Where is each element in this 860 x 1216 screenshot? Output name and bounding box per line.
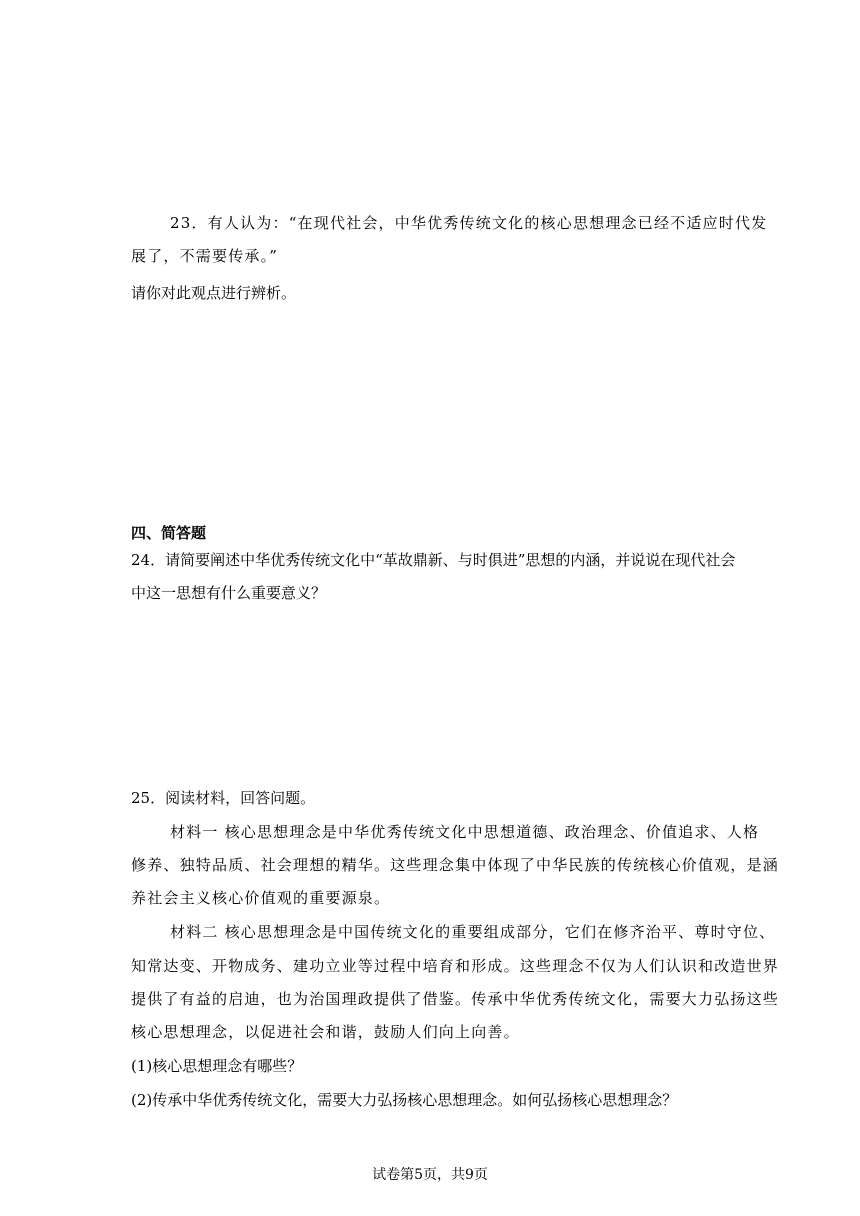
material-1-line-2: 修养、独特品质、社会理想的精华。这些理念集中体现了中华民族的传统核心价值观，是涵 [131, 856, 780, 874]
q24-line-1: 24．请简要阐述中华优秀传统文化中“革故鼎新、与时俱进”思想的内涵，并说说在现代社会 [131, 551, 736, 569]
material-2-line-3: 提供了有益的启迪，也为治国理政提供了借鉴。传承中华优秀传统文化，需要大力弘扬这些 [131, 990, 780, 1008]
section-heading: 四、简答题 [131, 524, 207, 542]
page-footer: 试卷第5页，共9页 [372, 1167, 488, 1183]
material-2-line-1: 材料二 核心思想理念是中国传统文化的重要组成部分，它们在修齐治平、尊时守位、 [170, 923, 776, 941]
sub-question-2: (2)传承中华优秀传统文化，需要大力弘扬核心思想理念。如何弘扬核心思想理念？ [131, 1091, 678, 1109]
material-2-line-2: 知常达变、开物成务、建功立业等过程中培育和形成。这些理念不仅为人们认识和改造世界 [131, 957, 780, 975]
q24-line-2: 中这一思想有什么重要意义？ [131, 584, 327, 602]
q23-line-1: 23．有人认为：“在现代社会，中华优秀传统文化的核心思想理念已经不适应时代发 [170, 214, 768, 232]
q23-line-2: 展了，不需要传承。” [131, 247, 279, 265]
q25-intro: 25．阅读材料，回答问题。 [131, 789, 316, 807]
material-1-line-1: 材料一 核心思想理念是中华优秀传统文化中思想道德、政治理念、价值追求、人格 [170, 823, 760, 841]
sub-question-1: (1)核心思想理念有哪些？ [131, 1057, 303, 1075]
material-1-line-3: 养社会主义核心价值观的重要源泉。 [131, 889, 391, 907]
material-2-line-4: 核心思想理念，以促进社会和谐，鼓励人们向上向善。 [131, 1023, 520, 1041]
q23-line-3: 请你对此观点进行辨析。 [131, 284, 297, 302]
